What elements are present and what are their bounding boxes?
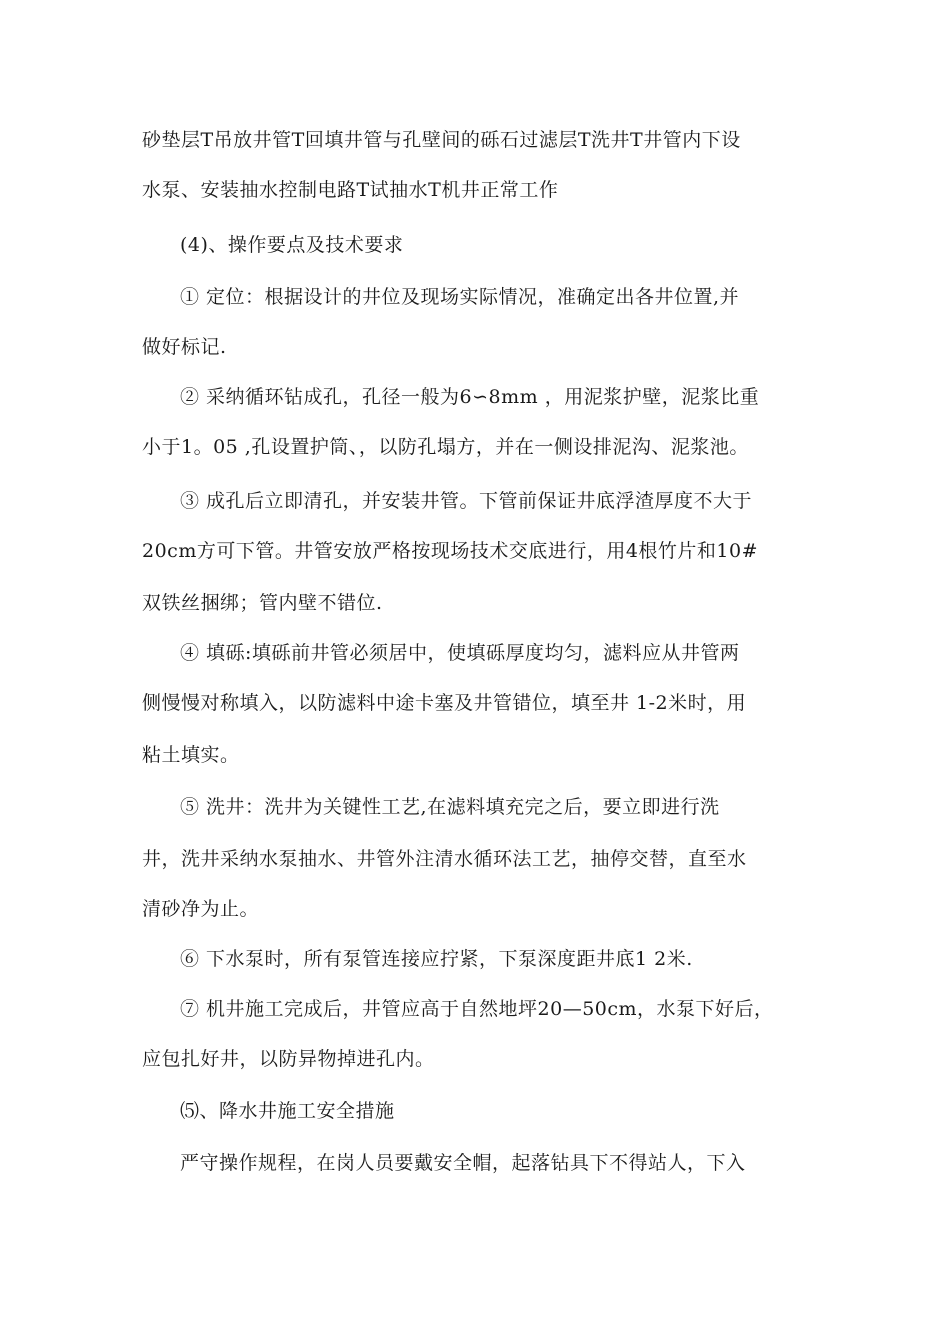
text-line: 井，洗井采纳水泵抽水、井管外注清水循环法工艺，抽停交替，直至水: [142, 848, 747, 870]
text-line: 粘土填实。: [142, 744, 240, 766]
text-line: ④ 填砾:填砾前井管必须居中，使填砾厚度均匀，滤料应从井管两: [180, 642, 740, 664]
text-line: ③ 成孔后立即清孔，并安装井管。下管前保证井底浮渣厚度不大于: [180, 490, 753, 512]
text-line: 20cm方可下管。井管安放严格按现场技术交底进行，用4根竹片和10#: [142, 540, 759, 562]
text-line: 水泵、安装抽水控制电路T试抽水T机井正常工作: [142, 179, 559, 201]
text-line: 小于1。05 ,孔设置护筒、，以防孔塌方，并在一侧设排泥沟、泥浆池。: [142, 436, 749, 458]
text-line: ① 定位：根据设计的井位及现场实际情况，准确定出各井位置,并: [180, 286, 740, 308]
text-line: ⑤ 洗井：洗井为关键性工艺,在滤料填充完之后，要立即进行洗: [180, 796, 720, 818]
section-heading: ⑸、降水井施工安全措施: [180, 1100, 395, 1122]
text-line: ⑥ 下水泵时，所有泵管连接应拧紧，下泵深度距井底1 2米.: [180, 948, 693, 970]
text-line: ② 采纳循环钻成孔，孔径一般为6∽8mm ，用泥浆护壁，泥浆比重: [180, 386, 760, 408]
text-line: 砂垫层T吊放井管T回填井管与孔壁间的砾石过滤层T洗井T井管内下设: [142, 129, 741, 151]
text-line: 严守操作规程，在岗人员要戴安全帽，起落钻具下不得站人，下入: [180, 1152, 746, 1174]
section-heading: (4)、操作要点及技术要求: [180, 234, 404, 256]
text-line: 清砂净为止。: [142, 898, 260, 920]
text-line: 应包扎好井，以防异物掉进孔内。: [142, 1048, 435, 1070]
text-line: 侧慢慢对称填入，以防滤料中途卡塞及井管错位，填至井 1-2米时，用: [142, 692, 747, 714]
text-line: 双铁丝捆绑；管内壁不错位.: [142, 592, 383, 614]
text-line: 做好标记.: [142, 336, 227, 358]
text-line: ⑦ 机井施工完成后，井管应高于自然地坪20—50cm，水泵下好后，: [180, 998, 774, 1020]
